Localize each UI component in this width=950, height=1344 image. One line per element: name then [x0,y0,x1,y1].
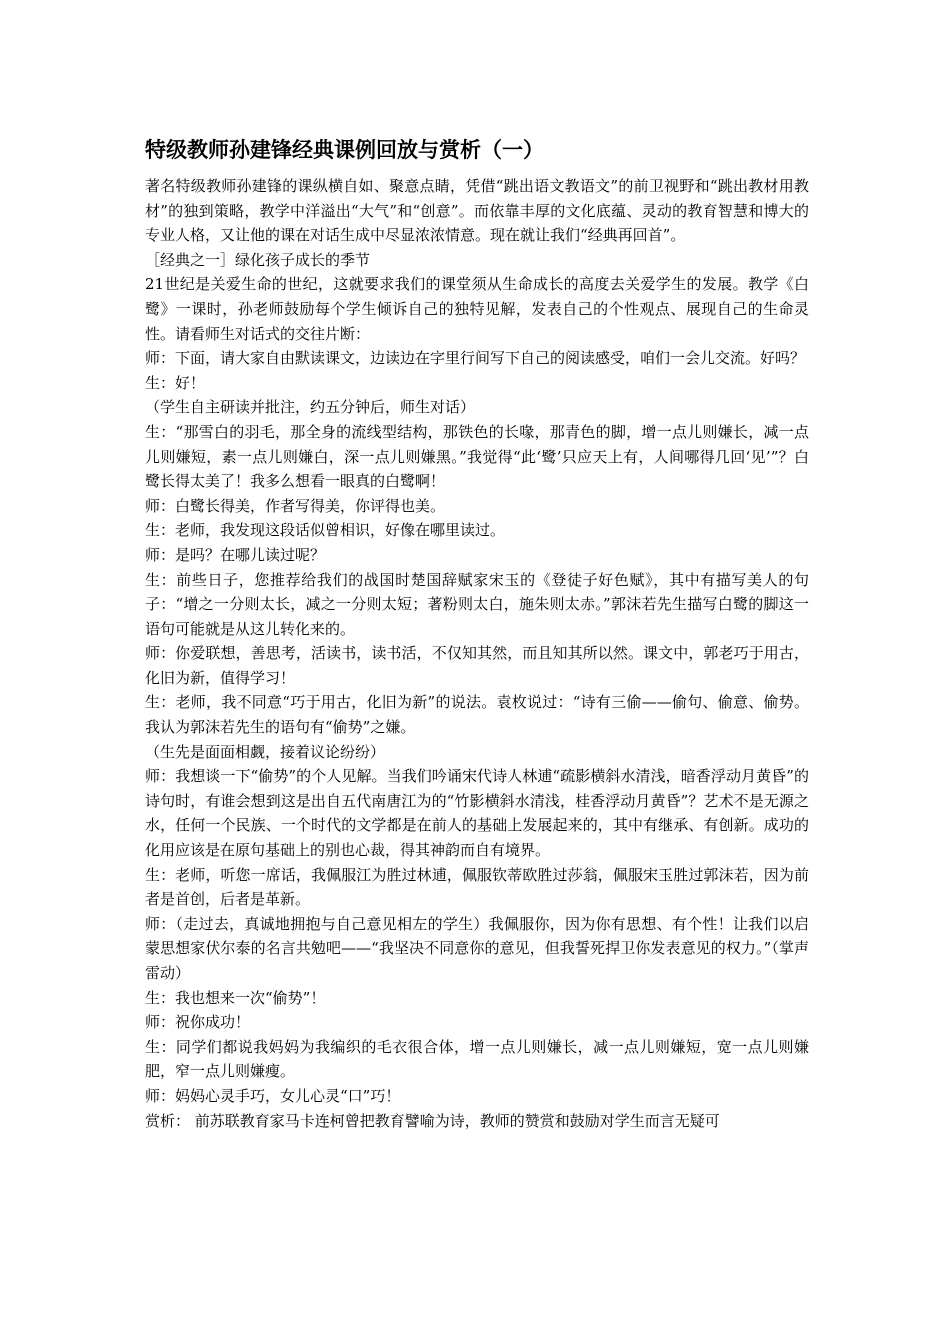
dialogue-line: 生：前些日子，您推荐给我们的战国时楚国辞赋家宋玉的《登徒子好色赋》，其中有描写美人的句子：“增之一分则太长，减之一分则太短；著粉则太白，施朱则太赤。”郭沫若先生描写白鹭的脚这一语句可能就是从这儿转化来的。 [145,570,809,638]
dialogue-line: 师：我想谈一下“偷势”的个人见解。当我们吟诵宋代诗人林逋“疏影横斜水清浅，暗香浮动月黄昏”的诗句时，有谁会想到这是出自五代南唐江为的“竹影横斜水清浅，桂香浮动月黄昏”？艺术不是无源之水，任何一个民族、一个时代的文学都是在前人的基础上发展起来的，其中有继承、有创新。成功的化用应该是在原句基础上的别也心裁，得其神韵而自有境界。 [145,767,809,860]
body-paragraph: 21世纪是关爱生命的世纪，这就要求我们的课堂须从生命成长的高度去关爱学生的发展。教学《白鹭》一课时，孙老师鼓励每个学生倾诉自己的独特见解，发表自己的个性观点、展现自己的生命灵性。请看师生对话式的交往片断： [145,275,809,343]
dialogue-line: 师：是吗？在哪儿读过呢？ [145,545,326,564]
dialogue-line: 师：你爱联想，善思考，活读书，读书活，不仅知其然，而且知其所以然。课文中，郭老巧于用古，化旧为新，值得学习！ [145,644,809,687]
document-page [145,134,809,1133]
document-title: 特级教师孙建锋经典课例回放与赏析（一） [145,138,544,162]
dialogue-line: 生：老师，我不同意“巧于用古，化旧为新”的说法。袁枚说过：“诗有三偷——偷句、偷意、偷势。我认为郭沫若先生的语句有“偷势”之嫌。 [145,693,809,737]
dialogue-line: 师：（走过去，真诚地拥抱与自己意见相左的学生）我佩服你，因为你有思想、有个性！让我们以启蒙思想家伏尔泰的名言共勉吧——“我坚决不同意你的意见，但我誓死捍卫你发表意见的权力。”（掌声雷动） [145,914,809,982]
dialogue-line: 生：老师，我发现这段话似曾相识，好像在哪里读过。 [145,521,506,540]
section-heading: ［经典之一］绿化孩子成长的季节 [145,250,371,269]
stage-note: （生先是面面相觑，接着议论纷纷） [145,742,386,761]
dialogue-line: 师：下面，请大家自由默读课文，边读边在字里行间写下自己的阅读感受，咱们一会儿交流。好吗？ [145,349,806,368]
dialogue-line: 生：好！ [145,373,206,392]
dialogue-line: 生：同学们都说我妈妈为我编织的毛衣很合体，增一点儿则嫌长，减一点儿则嫌短，宽一点儿则嫌肥，窄一点儿则嫌瘦。 [145,1037,809,1081]
dialogue-line: 师：妈妈心灵手巧，女儿心灵“口”巧！ [145,1086,401,1105]
document-body [145,174,809,1133]
intro-paragraph: 著名特级教师孙建锋的课纵横自如、聚意点睛，凭借“跳出语文教语文”的前卫视野和“跳出教材用教材”的独到策略，教学中洋溢出“大气”和“创意”。而依靠丰厚的文化底蕴、灵动的教育智慧和博大的专业人格，又让他的课在对话生成中尽显浓浓情意。现在就让我们“经典再回首”。 [145,177,809,245]
stage-note: （学生自主研读并批注，约五分钟后，师生对话） [145,398,476,417]
dialogue-line: 师：祝你成功！ [145,1013,251,1032]
dialogue-line: 生：我也想来一次“偷势”！ [145,988,326,1007]
dialogue-line: 生：老师，听您一席话，我佩服江为胜过林逋，佩服钦蒂欧胜过莎翁，佩服宋玉胜过郭沫若，因为前者是首创，后者是革新。 [145,865,809,909]
commentary-paragraph: 赏析： 前苏联教育家马卡连柯曾把教育譬喻为诗，教师的赞赏和鼓励对学生而言无疑可 [145,1111,720,1130]
dialogue-line: 师：白鹭长得美，作者写得美，你评得也美。 [145,496,446,515]
dialogue-line: 生：“那雪白的羽毛，那全身的流线型结构，那铁色的长喙，那青色的脚，增一点儿则嫌长，减一点儿则嫌短，素一点儿则嫌白，深一点儿则嫌黑。”我觉得“此‘鹭’只应天上有，人间哪得几回‘见’”？白鹭长得太美了！我多么想看一眼真的白鹭啊！ [145,422,809,491]
